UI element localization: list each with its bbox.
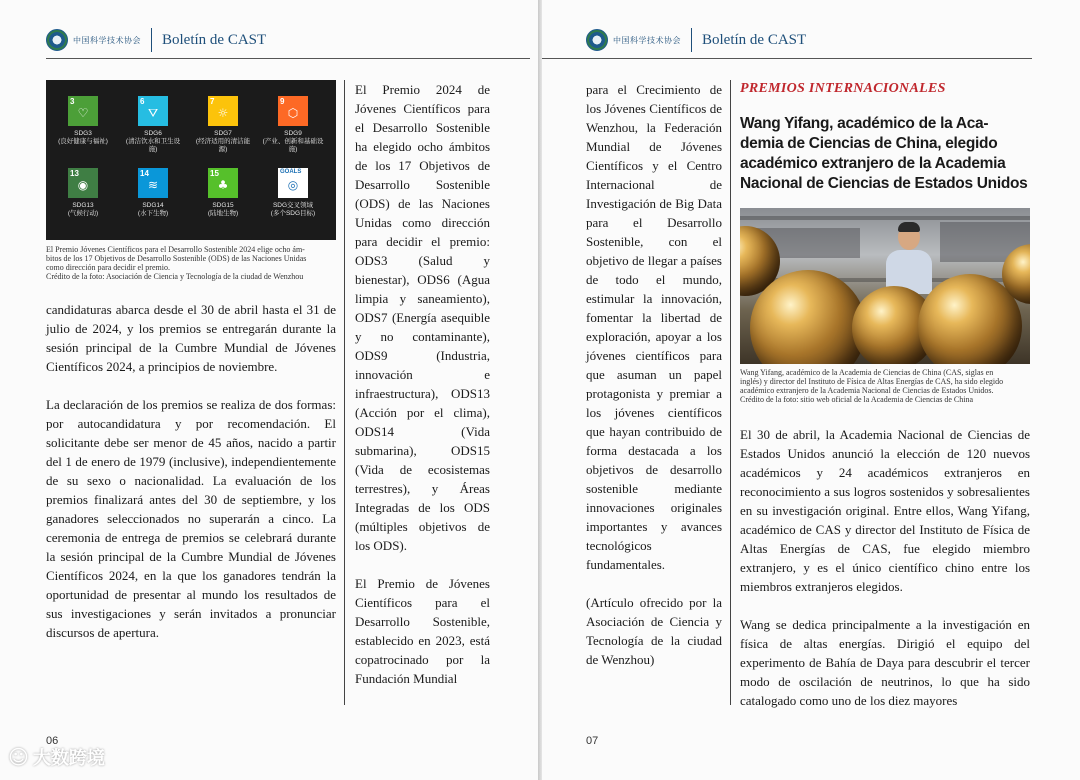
wang-yifang-photo xyxy=(740,208,1030,364)
logo-chinese-name: 中国科学技术协会 xyxy=(613,35,681,45)
sdg-number: 6 xyxy=(140,97,145,106)
sdg-label: SDG3 (良好健康与福祉) xyxy=(58,130,108,145)
sdg-tile xyxy=(278,96,308,126)
sdg-goal-icon: ≋ xyxy=(147,178,159,192)
paragraph: El 30 de abril, la Academia Nacional de Ciencias de Estados Unidos anunció la elección de 120 nuevos académicos y 24 académicos extranjeros en reconocimiento a sus logros sostenidos y sobresalientes en su investigación original. Entre ellos, Wang Yifang, académico de CAS y director del Instituto de Física de Altas Energías de CAS, fue elegido miembro extranjero, y es el único científico chino entre los miembros extranjeros elegidos. xyxy=(740,427,1030,594)
paragraph: candidaturas abarca desde el 30 de abril hasta el 31 de julio de 2024, y los premios se entregarán durante la sesión principal de la Cumbre Mundial de Jóvenes Científicos 2024, a principios de noviembre. xyxy=(46,302,336,374)
header-rule xyxy=(46,58,530,59)
bulletin-title: Boletín de CAST xyxy=(702,31,807,48)
sdg-label: SDG交叉领域 (多个SDG目标) xyxy=(270,202,316,217)
left-column xyxy=(46,300,336,642)
sdg-label: SDG15 (陆地生物) xyxy=(207,202,239,217)
header-rule xyxy=(542,58,1032,59)
caption-line: inglés) y director del Instituto de Física de Altas Energías de CAS, ha sido elegido xyxy=(740,377,1004,386)
page-header xyxy=(46,26,266,54)
lab-cable xyxy=(740,216,1030,220)
paragraph: El Premio de Jóvenes Científicos para el Desarrollo Sostenible, establecido en 2023, está copatrocinado por la Fundación Mundial xyxy=(355,576,490,686)
right-page xyxy=(542,0,1080,780)
sdg-number: 3 xyxy=(70,97,75,106)
watermark-text: 大数跨境 xyxy=(32,748,105,769)
sdg-goal-icon: ☼ xyxy=(217,106,229,120)
header-divider xyxy=(691,28,692,52)
sdg-tile xyxy=(208,168,238,198)
caption-line: académico extranjero de la Academia Nacional de Ciencias de Estados Unidos. xyxy=(740,386,994,395)
article-credit: (Artículo ofrecido por la Asociación de Ciencia y Tecnología de la ciudad de Wenzhou) xyxy=(586,595,722,667)
photo-caption xyxy=(740,368,1032,404)
sdg-goal-icon: ◉ xyxy=(77,178,89,192)
page-number: 07 xyxy=(586,735,599,747)
sdg-tile xyxy=(68,96,98,126)
cast-logo xyxy=(46,29,141,51)
sdg-caption xyxy=(46,245,336,281)
sdg-number: 13 xyxy=(70,169,79,178)
logo-chinese-name: 中国科学技术协会 xyxy=(73,35,141,45)
paragraph: Wang se dedica principalmente a la investigación en física de altas energías. Dirigió el equipo del experimento de Bahía de Daya para descubrir el tercer modo de oscilación de neutrinos, lo que ha sido catalogado como uno de los diez mayores xyxy=(740,617,1030,708)
sdg-number: 15 xyxy=(210,169,219,178)
cast-logo xyxy=(586,29,681,51)
sdg-number: 14 xyxy=(140,169,149,178)
column-rule xyxy=(730,80,731,705)
sdg-label: SDG14 (水下生物) xyxy=(137,202,169,217)
sdg-label: SDG6 (清洁饮水和卫生设施) xyxy=(125,130,181,153)
headline-line: Nacional de Ciencias de Estados Unidos xyxy=(740,175,1028,192)
caption-line: como dirección para decidir el premio. xyxy=(46,263,170,272)
cast-emblem-icon xyxy=(586,29,608,51)
wang-yifang-figure xyxy=(886,224,932,294)
section-label: PREMIOS INTERNACIONALES xyxy=(740,81,946,96)
cast-emblem-icon xyxy=(46,29,68,51)
sdg-tile xyxy=(278,168,308,198)
caption-credit: Crédito de la foto: Asociación de Ciencia y Tecnología de la ciudad de Wenzhou xyxy=(46,272,304,281)
paragraph: La declaración de los premios se realiza de dos formas: por autocandidatura y por recomendación. El solicitante debe ser menor de 45 años, nacido a partir del 1 de enero de 1979 (inclusive), independientemente de su sexo o nacionalidad. La evaluación de los premios finalizará antes del 30 de septiembre, y los ganadores seleccionados no superarán a cinco. La ceremonia de entrega de premios se celebrará durante la sesión principal de la Cumbre Mundial de Jóvenes Científicos 2024, en la que los ganadores tendrán la oportunidad de presentar al mundo los resultados de sus investigaciones y serán invitados a pronunciar discursos de apertura. xyxy=(46,397,336,640)
left-column xyxy=(586,80,722,669)
sdg-label: SDG13 (气候行动) xyxy=(67,202,99,217)
right-column xyxy=(355,80,490,688)
page-number: 06 xyxy=(46,735,59,747)
paragraph: El Premio 2024 de Jóvenes Científicos para el Desarrollo Sostenible ha elegido ocho ámbitos de los 17 Objetivos de Desarrollo Sostenible (ODS) de las Naciones Unidas como dirección para decidir el premio: ODS3 (Salud y bienestar), ODS6 (Agua limpia y saneamiento), ODS7 (Energía asequible y no contaminante), ODS9 (Industria, innovación e infraestructura), ODS13 (Acción por el clima), ODS14 (Vida submarina), ODS15 (Vida de ecosistemas terrestres), y Áreas Integradas de los ODS (múltiples objetivos de los ODS). xyxy=(355,82,490,553)
caption-line: bitos de los 17 Objetivos de Desarrollo Sostenible (ODS) de las Naciones Unidas xyxy=(46,254,307,263)
header-divider xyxy=(151,28,152,52)
article-headline xyxy=(740,114,1036,194)
left-page xyxy=(0,0,538,780)
sdg-tile xyxy=(68,168,98,198)
sdg-label: SDG9 (产业、创新和基础设施) xyxy=(262,130,324,153)
sdg-tile xyxy=(138,96,168,126)
headline-line: Wang Yifang, académico de la Aca- xyxy=(740,115,989,132)
article-body xyxy=(740,425,1030,710)
caption-line: El Premio Jóvenes Científicos para el Desarrollo Sostenible 2024 elige ocho ám- xyxy=(46,245,305,254)
sdg-goal-icon: ⬡ xyxy=(287,106,299,120)
sdg-number: GOALS xyxy=(280,169,302,175)
sdg-number: 9 xyxy=(280,97,285,106)
bulletin-title: Boletín de CAST xyxy=(162,31,267,48)
headline-line: demia de Ciencias de China, elegido xyxy=(740,135,998,152)
watermark-icon: ☺ xyxy=(8,745,29,769)
watermark xyxy=(8,744,105,770)
sdg-number: 7 xyxy=(210,97,215,106)
sdg-goal-icon: ♡ xyxy=(77,106,89,120)
page-header xyxy=(586,26,806,54)
column-rule xyxy=(344,80,345,705)
sdg-goal-icon: ⛛ xyxy=(147,106,159,120)
sdg-tile xyxy=(208,96,238,126)
sdg-image xyxy=(46,80,336,240)
sdg-goal-icon: ♣ xyxy=(217,178,229,192)
caption-line: Wang Yifang, académico de la Academia de Ciencias de China (CAS, siglas en xyxy=(740,368,994,377)
paragraph: para el Crecimiento de los Jóvenes Científicos de Wenzhou, la Federación Mundial de Jóvenes Científicos y el Centro Internacional de Investigación de Big Data para el Desarrollo Sostenible, con el objetivo de llegar a países de todo el mundo, estimular la innovación, fomentar la libertad de exploración, apoyar a los jóvenes científicos para que asuman un papel protagonista y premiar a los jóvenes científicos que hayan contribuido de forma destacada a los objetivos de desarrollo sostenible mediante innovaciones originales importantes y avances tecnológicos fundamentales. xyxy=(586,82,722,572)
sdg-label: SDG7 (经济适用的清洁能源) xyxy=(195,130,251,153)
sdg-goal-icon: ◎ xyxy=(287,178,299,192)
sdg-tile xyxy=(138,168,168,198)
caption-credit: Crédito de la foto: sitio web oficial de la Academia de Ciencias de China xyxy=(740,395,974,404)
headline-line: académico extranjero de la Academia xyxy=(740,155,1006,172)
